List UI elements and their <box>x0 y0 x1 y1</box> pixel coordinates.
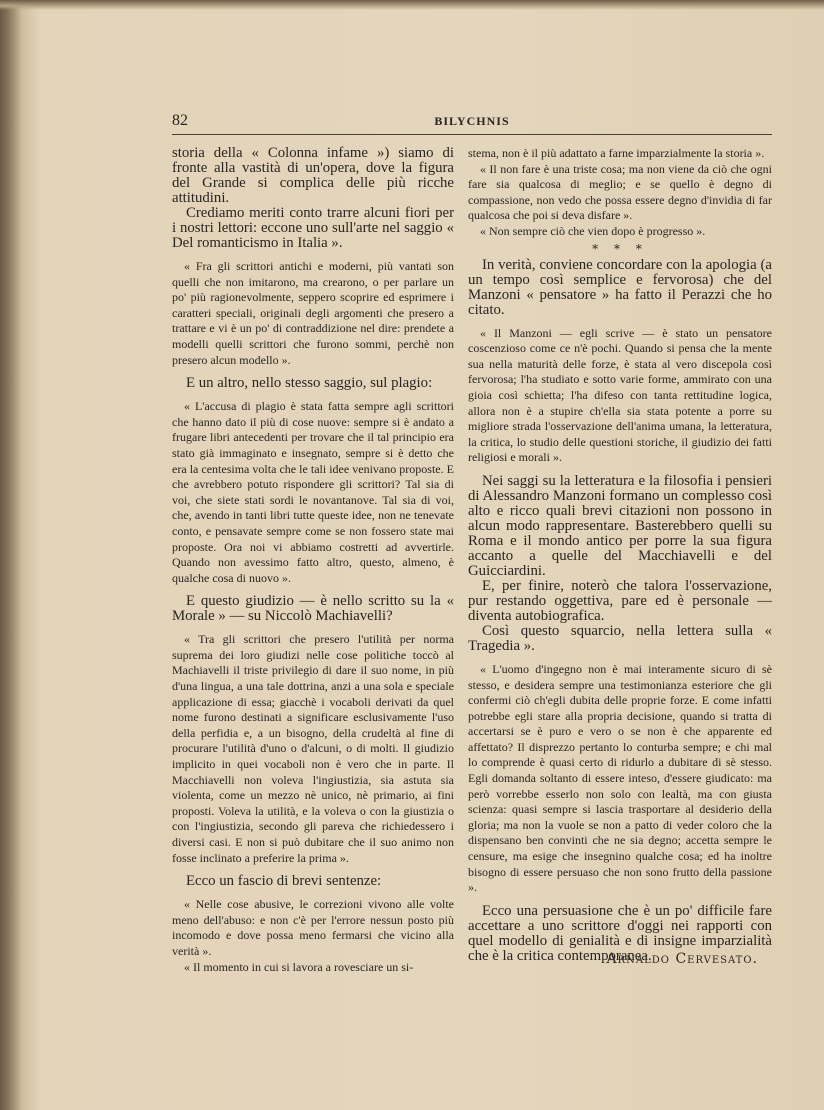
body-paragraph: In verità, conviene concordare con la apologia (a un tempo così semplice e fervorosa) che del Manzoni « pensatore » ha fatto il Perazzi che ho citato. <box>468 256 772 318</box>
quotation-paragraph: « Il non fare è una triste cosa; ma non viene da ciò che ogni fare sia qualcosa di meglio; e se quello è degno di compassione, non vedo che possa essere degno d'invidia di far qualcosa che poi si deva disfare ». <box>468 161 772 223</box>
quotation-paragraph: stema, non è il più adattato a farne imparzialmente la storia ». <box>468 146 765 160</box>
quotation-paragraph: « Fra gli scrittori antichi e moderni, più vantati son quelli che non imitarono, ma crearono, o per parlare un po' più ragionevolmente, seppero scoprire ed esprimere i caratteri speciali, originali degli argomenti che presero a trattare e vi è un po' di contraddizione nel dire: prendete a modelli quelli scrittori che furono sommi, perchè non presero alcun modello ». <box>172 259 454 367</box>
body-paragraph: Crediamo meriti conto trarre alcuni fiori per i nostri lettori: eccone uno sull'arte nel saggio « Del romanticismo in Italia ». <box>172 205 454 251</box>
right-column <box>468 146 772 967</box>
body-paragraph: E, per finire, noterò che talora l'osservazione, pur restando oggettiva, pare ed è personale — diventa autobiografica. <box>468 577 772 624</box>
quotation-paragraph: « Tra gli scrittori che presero l'utilità per norma suprema dei loro giudizi nelle cose politiche toccò al Machiavelli il triste privilegio di dare il suo nome, in più d'una lingua, a una tale dottrina, anzi a una sola e speciale applicazione di essa; giacchè i vocaboli derivati da quel nome furono destinati a significare esclusivamente l'uso della perfidia e, a un bisogno, della crudeltà al fine di procurare l'utilità d'uno o d'alcuni, o di molti. Il giudizio implicito in quei vocaboli non è vero che in parte. Il Macchiavelli non voleva l'ingiustizia, sia astuta sia violenta, come un mezzo nè unico, nè primario, ai fini proposti. Voleva la utilità, e la voleva o con la giustizia o con l'ingiustizia, secondo gli pareva che richiedessero i diversi casi. E non si può dubitare che il suo animo non fosse inclinato a preferire la prima ». <box>172 632 454 865</box>
quotation-paragraph: « L'uomo d'ingegno non è mai interamente sicuro di sè stesso, e desidera sempre una testimonianza esteriore che gli confermi ciò ch'egli dubita delle proprie forze. E come infatti potrebbe egli stare alla propria decisione, quando si tratta di accertarsi se è puro e vero o se non è che apparente ed affettato? Il disprezzo pertanto lo conturba sempre; e chi mal lo comprende è quasi certo di ridurlo a dubitare di sè stesso. Egli domanda soltanto di essere inteso, d'essere giudicato: ma però vorrebbe esserlo non solo con lealtà, ma con giusta scienza: quasi sempre si lascia trasportare al desiderio della gloria; ma non la vuole se non a patto di veder coloro che la dispensano ben convinti che ne sia degno; accetta sempre le censure, ma esige che insegnino qualche cosa; ed ha inoltre bisogno di essere persuaso che non sono frutto della passione ». <box>468 661 772 895</box>
header-rule <box>172 134 772 135</box>
quotation-paragraph: « L'accusa di plagio è stata fatta sempre agli scrittori che hanno dato il più di cose nuove: sempre si è andato a frugare libri antecedenti per trovare che il tal principio era stato già immaginato e insegnato, sempre si è detto che era la centesima volta che le tali idee venivano proposte. E che avrebbero potuto rispondere gli scrittori? Tal sia di voi, che siete stati sordi le novantanove. Tal sia di voi, che, avendo in tanti libri tutte queste idee, non ne tenevate conto, e pensavate sempre come se non fossero state mai proposte. Ora noi vi abbiamo costretti ad avvertirle. Quando non avessimo fatto altro, questo, almeno, è qualche cosa di nuovo ». <box>172 399 454 585</box>
running-header <box>172 112 772 134</box>
quotation-paragraph: « Nelle cose abusive, le correzioni vivono alle volte meno dell'abuso: e non c'è per l'errore nessun posto più incomodo e dove possa meno fermarsi che vicino alla verità ». <box>172 897 454 958</box>
quotation-paragraph: « Non sempre ciò che vien dopo è progresso ». <box>480 223 706 238</box>
quotation-paragraph: « Il Manzoni — egli scrive — è stato un pensatore coscenzioso come ce n'è pochi. Quando si pensa che la mente sua nella maturità delle forze, è stata al vero discepola così fervorosa; l'ha studiato e sotto varie forme, ammirato con una gioia così schietta; l'ha difeso con tanta rettitudine logica, allora non è a stupire ch'ella sia stata potente a porre su migliore strada l'osservazione dell'anima umana, la letteratura, la critica, lo studio delle questioni storiche, il giudizio dei fatti religiosi e morali ». <box>468 325 772 465</box>
author-signature: Arnaldo Cervesato. <box>606 950 758 967</box>
quotation-paragraph: « Il momento in cui si lavora a rovesciare un si- <box>184 959 414 974</box>
binding-shadow <box>0 0 22 1110</box>
body-paragraph: Così questo squarcio, nella lettera sulla « Tragedia ». <box>468 622 772 654</box>
body-paragraph: Nei saggi su la letteratura e la filosofia i pensieri di Alessandro Manzoni formano un complesso così alto e ricco quali brevi citazioni non possono in alcun modo rappresentare. Basterebbero quelli su Roma e il mondo antico per porre la sua figura accanto a quelle del Macchiavelli e del Guicciardini. <box>468 472 772 579</box>
body-paragraph: E un altro, nello stesso saggio, sul plagio: <box>186 375 433 392</box>
section-divider: * * * <box>592 241 648 256</box>
body-paragraph: Ecco un fascio di brevi sentenze: <box>186 873 382 890</box>
body-paragraph: E questo giudizio — è nello scritto su la « Morale » — su Niccolò Machiavelli? <box>172 593 454 625</box>
body-paragraph: Ecco una persuasione che è un po' difficile fare accettare a uno scrittore d'oggi nei rapporti con quel modello di genialità e di insigne imparzialità che è la critica contemporanea. <box>468 902 772 964</box>
page-top-edge <box>0 0 824 10</box>
left-column <box>172 146 454 975</box>
page-number: 82 <box>172 112 188 129</box>
journal-title: BILYCHNIS <box>434 114 510 128</box>
body-paragraph: storia della « Colonna infame ») siamo di fronte alla vastità di un'opera, dove la figura del Grande si complica delle più ricche attitudini. <box>172 145 454 206</box>
